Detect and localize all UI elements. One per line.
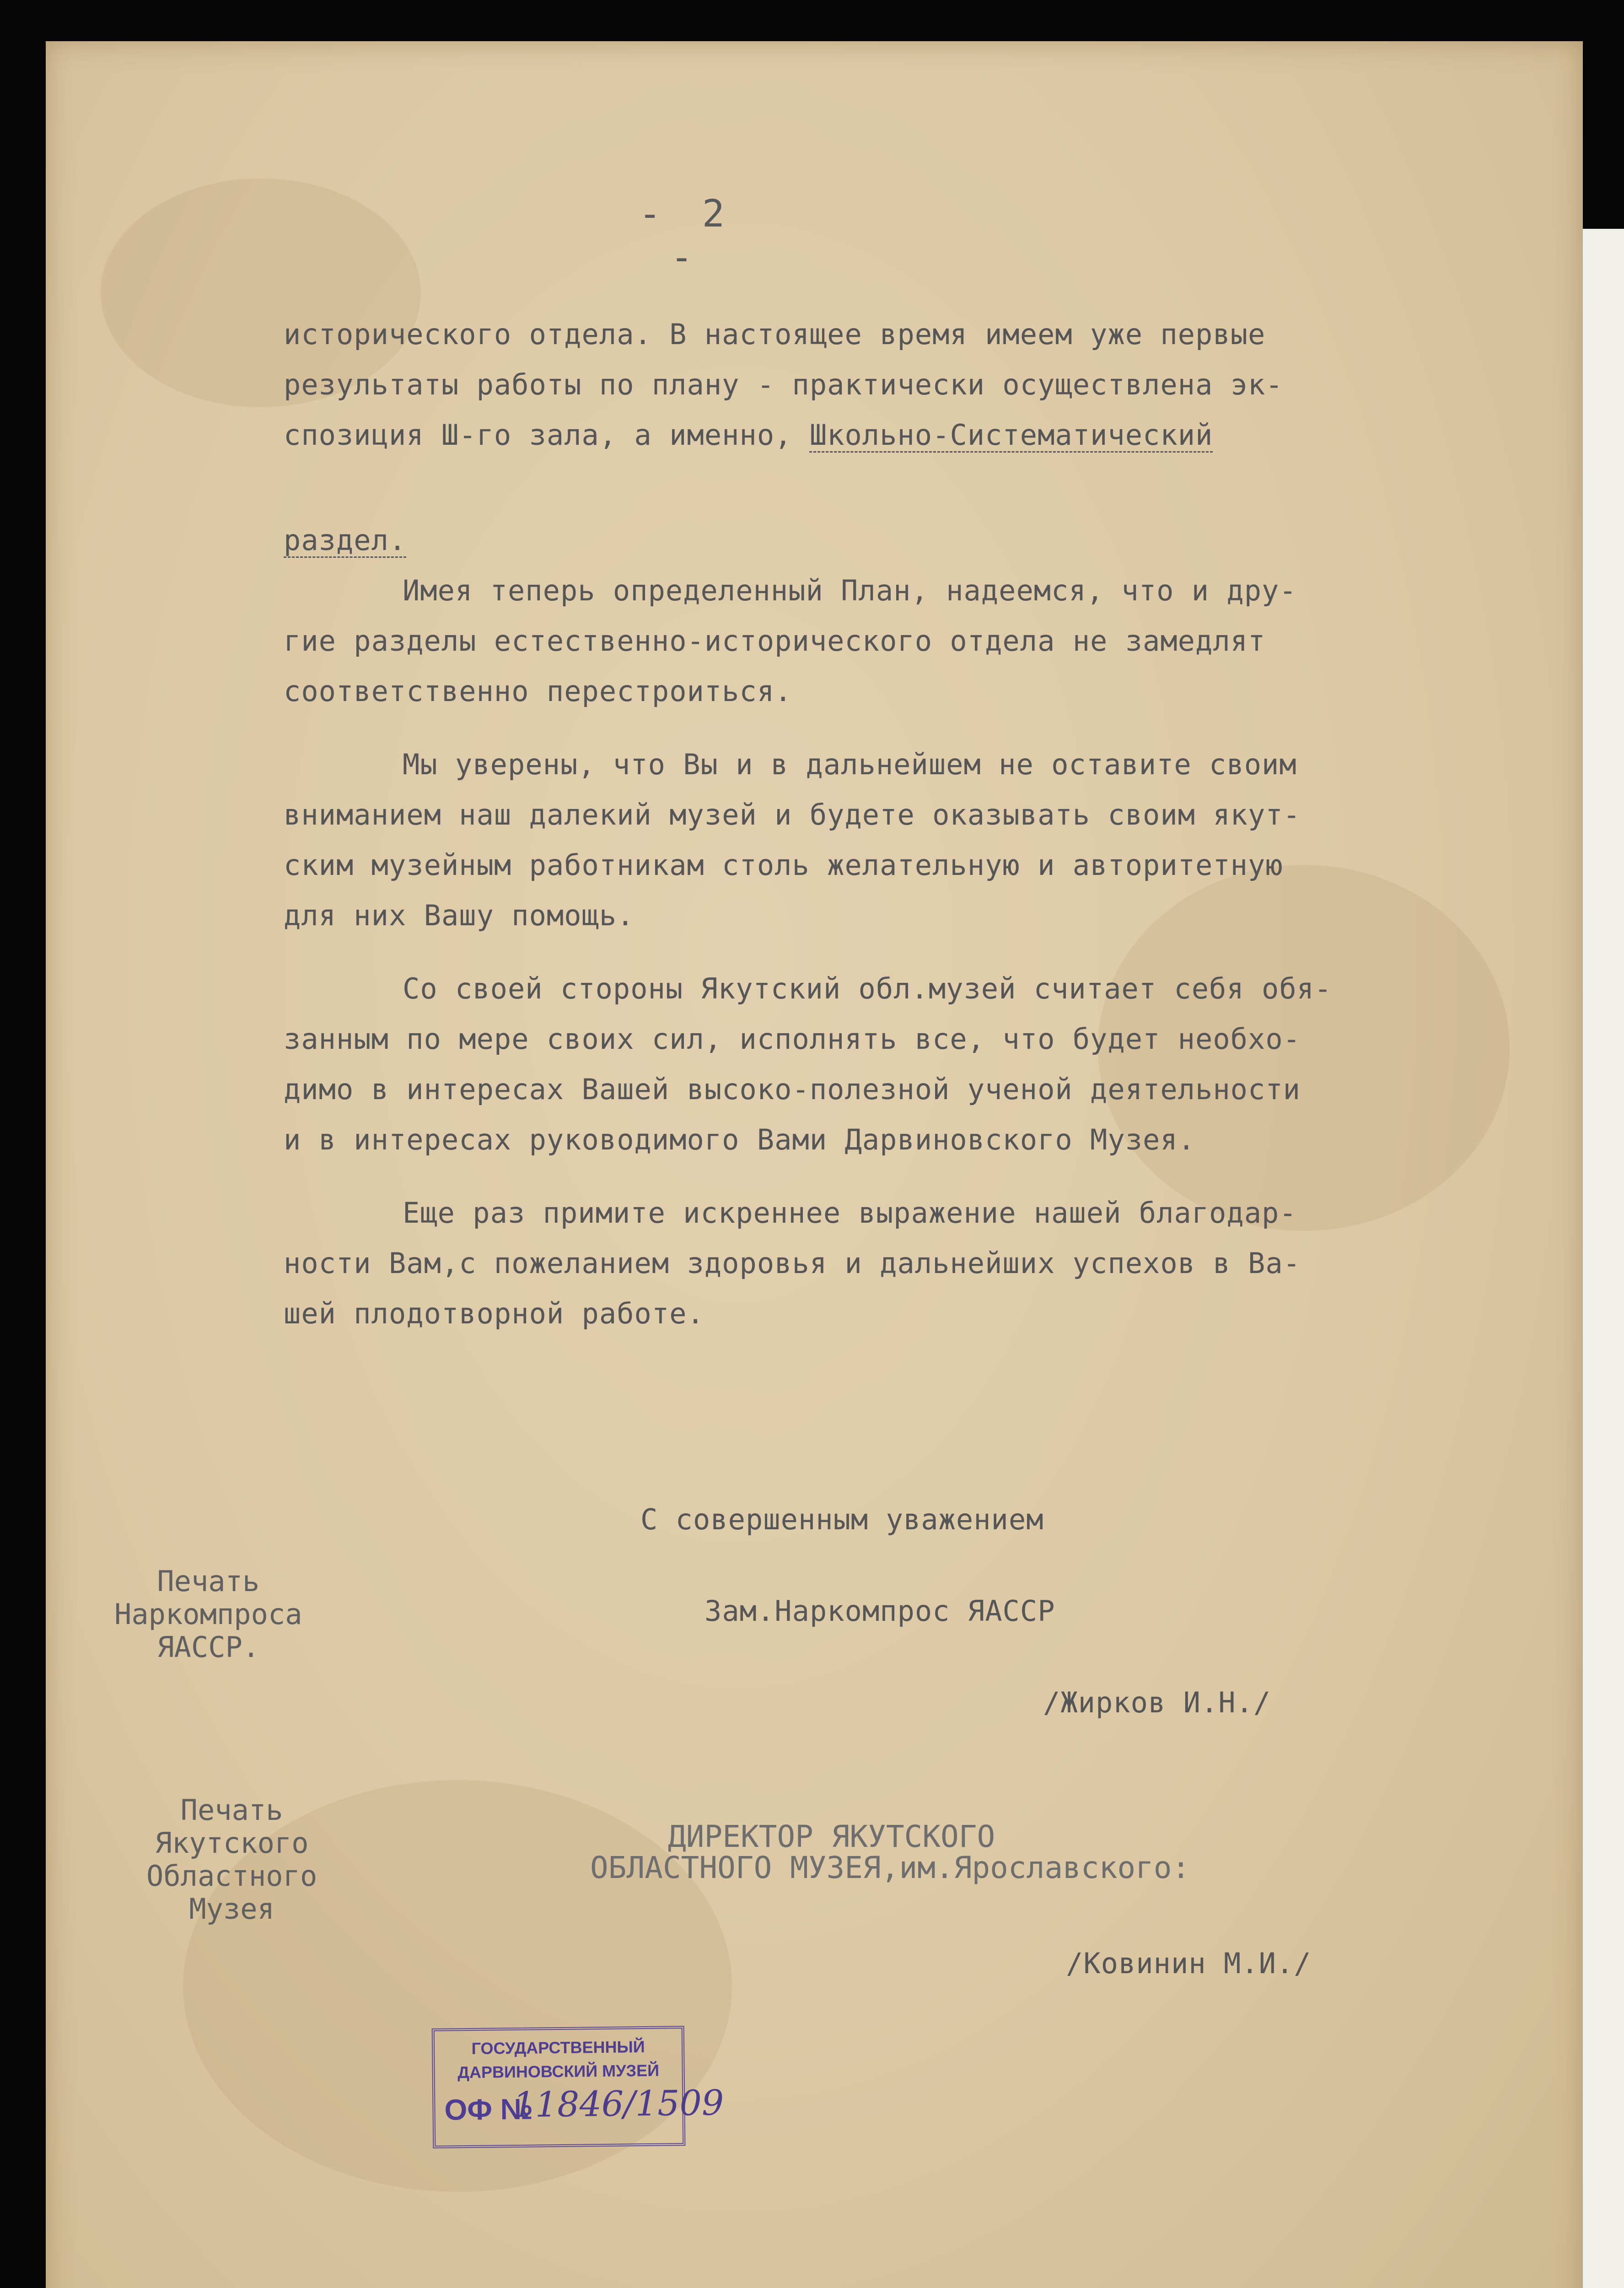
director-title-line: ОБЛАСТНОГО МУЗЕЯ,им.Ярославского: (590, 1850, 1190, 1885)
body-line: вниманием наш далекий музей и будете оказывать своим якут- (284, 798, 1301, 831)
seal-note-narkompros (114, 1565, 302, 1664)
body-line: ским музейным работникам столь желательную и авторитетную (284, 848, 1283, 882)
closing-salutation: С совершенным уважением (640, 1503, 1044, 1536)
signatory-name: /Жирков И.Н./ (1043, 1686, 1271, 1719)
body-line: и в интересах руководимого Вами Дарвиновского Музея. (284, 1123, 1196, 1156)
body-line: Со своей стороны Якутский обл.музей считает себя обя- (403, 972, 1332, 1005)
seal-note-line: Якутского (155, 1826, 309, 1860)
body-line: Еще раз примите искреннее выражение нашей благодар- (403, 1196, 1297, 1230)
body-line: результаты работы по плану - практически осуществлена эк- (284, 368, 1283, 401)
seal-note-line: Печать (180, 1793, 283, 1827)
body-line (284, 418, 1213, 452)
director-title (590, 1821, 1190, 1883)
body-line: гие разделы естественно-исторического отдела не замедлят (284, 624, 1266, 658)
archive-stamp-label: ОФ № (444, 2092, 533, 2126)
archive-inventory-number: 11846/1509 (512, 2082, 724, 2126)
archive-stamp (432, 2026, 724, 2148)
body-line: шей плодотворной работе. (284, 1297, 704, 1330)
archive-stamp-line: ГОСУДАРСТВЕННЫЙ (471, 2037, 645, 2058)
page-number: - 2 - (638, 192, 734, 279)
body-line: Имея теперь определенный План, надеемся, что и дру- (403, 574, 1297, 607)
archive-stamp-line: ДАРВИНОВСКИЙ МУЗЕЙ (457, 2061, 660, 2082)
seal-note-line: Музея (189, 1892, 274, 1926)
signatory-title: Зам.Наркомпрос ЯАССР (704, 1594, 1055, 1628)
seal-note-museum (146, 1794, 317, 1926)
seal-note-line: Наркомпроса (114, 1597, 302, 1631)
seal-note-line: Печать (157, 1565, 260, 1598)
body-line-text: спозиция Ш-го зала, а именно, (284, 418, 810, 452)
body-line: исторического отдела. В настоящее время имеем уже первые (284, 318, 1266, 351)
underlined-section-word: раздел. (284, 523, 407, 557)
seal-note-line: ЯАССР. (157, 1630, 260, 1664)
body-line: ности Вам,с пожеланием здоровья и дальнейших успехов в Ва- (284, 1247, 1301, 1280)
body-line: Мы уверены, что Вы и в дальнейшем не оставите своим (403, 748, 1297, 781)
body-line: соответственно перестроиться. (284, 675, 792, 708)
body-line: занным по мере своих сил, исполнять все, что будет необхо- (284, 1022, 1301, 1056)
underlined-section-name: Школьно-Систематический (809, 418, 1213, 452)
director-name: /Ковинин М.И./ (1066, 1947, 1312, 1980)
seal-note-line: Областного (146, 1859, 317, 1893)
director-title-line: ДИРЕКТОР ЯКУТСКОГО (668, 1819, 995, 1854)
body-line: димо в интересах Вашей высоко-полезной ученой деятельности (284, 1073, 1301, 1106)
body-line: для них Вашу помощь. (284, 899, 635, 932)
